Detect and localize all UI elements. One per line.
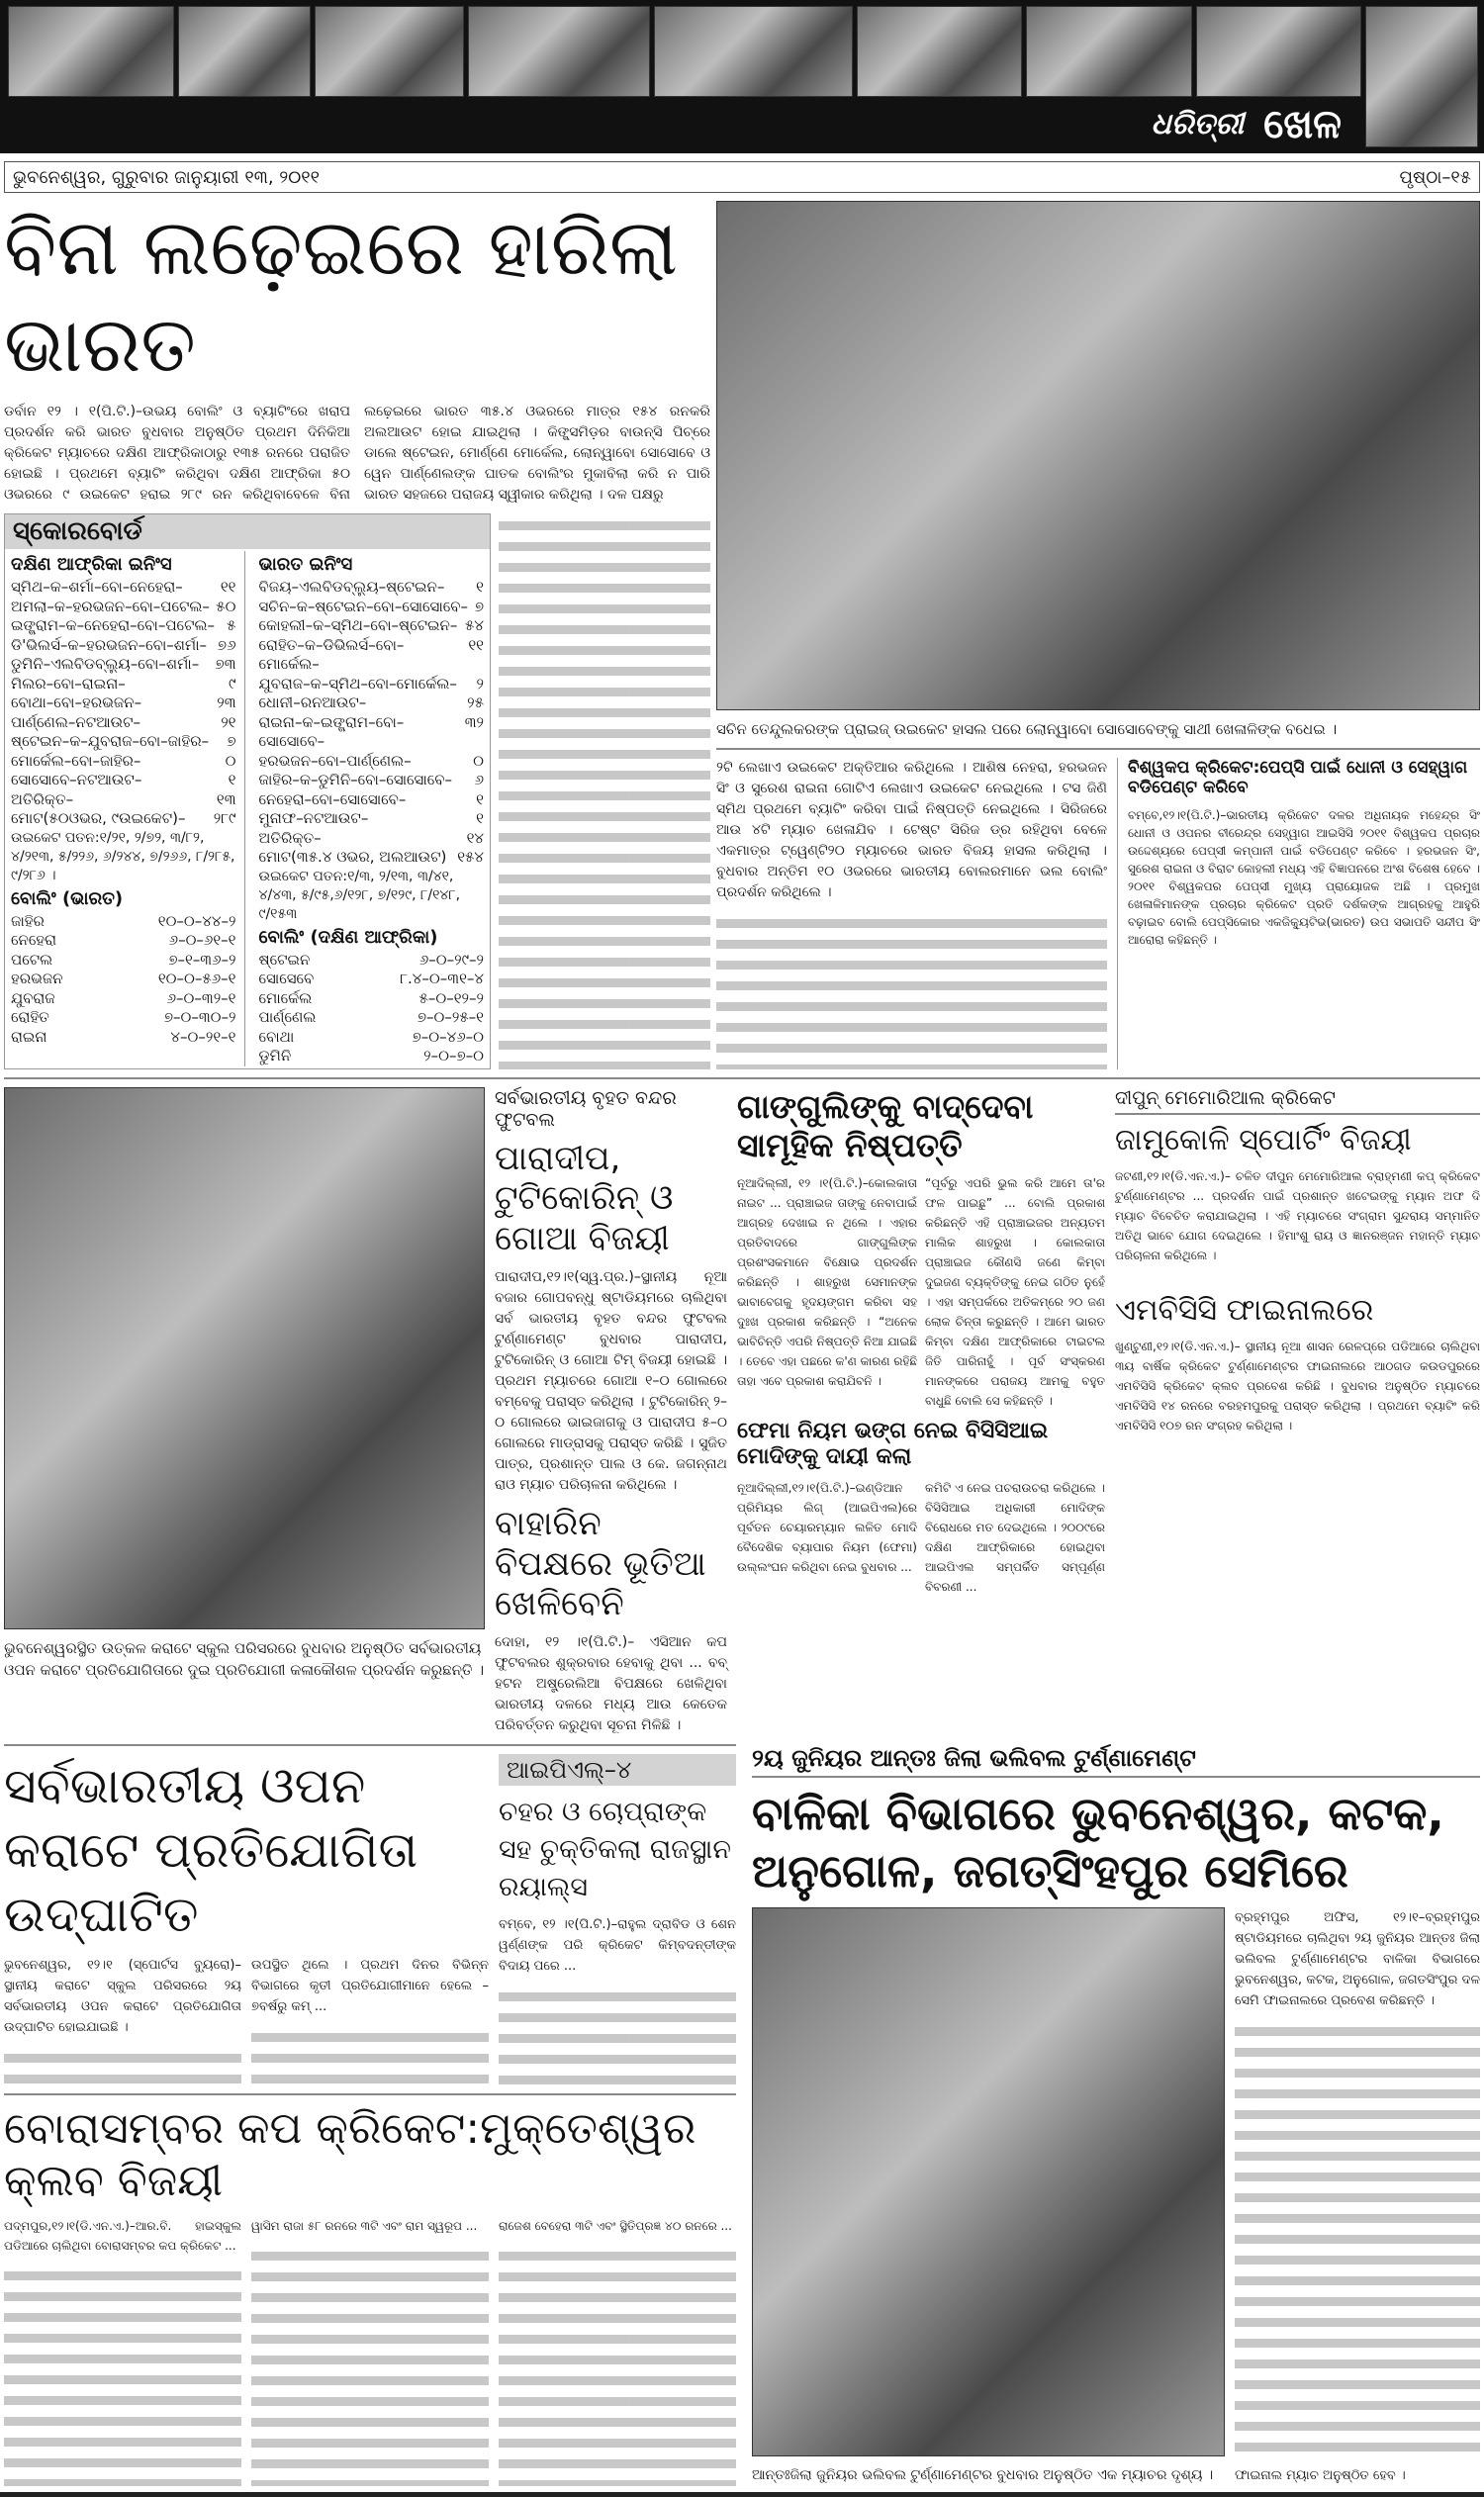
mbcc-headline: ଏମବିସିସି ଫାଇନାଲରେ (1115, 1292, 1374, 1328)
score-row (11, 1008, 236, 1028)
date: ଭୁବନେଶ୍ୱର, ଗୁରୁବାର ଜାନୁୟାରୀ ୧୩, ୨୦୧୧ (13, 166, 321, 188)
score-label: ମୋଟ(୫୦ଓଭର, ୯ଉଇକେଟ)– (11, 809, 186, 827)
score-value: ୭–୦–୩୦–୨ (163, 1008, 236, 1026)
karate-headline: ସର୍ବଭାରତୀୟ ଓପନ କରାଟେ ପ୍ରତିଯୋଗିତା ଉଦ୍‌ଘାଟିତ (4, 1757, 418, 1944)
score-label: ସଚିନ–କ–ଷ୍ଟେଇନ–ବୋ–ସୋସୋବେ– (258, 597, 469, 615)
karate-photo-caption: ଭୁବନେଶ୍ୱରସ୍ଥିତ ଉତ୍କଳ କରାଟେ ସ୍କୁଲ ପରିସରରେ ବୁଧବାର ଅନୁଷ୍ଠିତ ସର୍ବଭାରତୀୟ ଓପନ କରାଟେ ପ୍ରତିଯୋଗିତାରେ ଦୁଇ ପ୍ରତିଯୋଗୀ କଳାକୌଶଳ ପ୍ରଦର୍ଶନ କରୁଛନ୍ତି । (4, 1638, 485, 1679)
score-value: ୨୧ (221, 712, 236, 731)
divider (4, 2093, 736, 2095)
borasambar-text-3 (499, 2244, 736, 2486)
volleyball-body: ବ୍ରହ୍ମପୁର ଅଫିସ, ୧୨।୧–ବ୍ରହ୍ମପୁର ଷ୍ଟାଡିୟମରେ ଚାଲିଥିବା ୨ୟ ଜୁନିୟର ଆନ୍ତଃ ଜିଲା ଭଲିବଲ ଟୁର୍ଣ୍ଣାମେଣ୍ଟର ବାଳିକା ବିଭାଗରେ ଭୁବନେଶ୍ୱର, କଟକ, ଅନୁଗୋଳ, ଜଗତସିଂପୁର ଦଳ ସେମି ଫାଇନାଲରେ ପ୍ରବେଶ କରିଛନ୍ତି । (1235, 1910, 1480, 2009)
score-label: ହରଭଜନ (11, 970, 63, 987)
ipl-headline: ଚହର ଓ ଚୋପ୍ରାଙ୍କ ସହ ଚୁକ୍ତିକଲା ରାଜସ୍ଥାନ ରୟାଲ୍ସ (499, 1797, 731, 1902)
lead-body-continued (499, 513, 710, 1069)
lead-photo-caption: ସଚିନ ତେନ୍ଦୁଲକରଙ୍କ ପ୍ରାଇଜ୍ ଉଇକେଟ ହାସଲ ପରେ ଲୋନ୍‌ୱାବୋ ସୋସୋବେଙ୍କୁ ସାଥୀ ଖେଳାଳିଙ୍କ ବଧେଇ । (716, 720, 1338, 738)
score-label: ଧୋନୀ–ରନଆଉଟ– (258, 694, 367, 711)
score-value: ୭ (474, 597, 484, 615)
score-value: ୦ (473, 751, 484, 770)
score-value: ୧ (476, 578, 484, 596)
volleyball-photo (752, 1907, 1225, 2456)
score-row (11, 809, 236, 829)
swimming-photo (1026, 6, 1192, 97)
score-row (11, 616, 236, 636)
score-row (259, 970, 485, 989)
score-row (259, 694, 485, 713)
fema-body: ନୂଆଦିଲ୍ଲୀ,୧୨।୧(ପି.ଟି.)–ଇଣ୍ଡିଆନ ପ୍ରିମିୟର ଲିଗ୍ (ଆଇପିଏଲ)ରେ ପୂର୍ବତନ ଚେୟାରମ୍ୟାନ ଲଳିତ ମୋଦି ବୈଦେଶିକ ବ୍ୟାପାର ନିୟମ (ଫେମା) ଉଲ୍ଲଂଘନ କରିଥିବା ନେଇ ବୁଧବାର ... (737, 1481, 917, 1575)
score-value: ୩୨ (464, 712, 484, 731)
bottom-border (0, 2492, 1484, 2497)
score-row (259, 636, 485, 675)
ind-innings-title: ଭାରତ ଇନିଂସ (258, 554, 353, 575)
score-value: ୯ (229, 674, 236, 693)
page-number: ପୃଷ୍ଠା–୧୫ (1399, 166, 1471, 188)
volleyball-photo-caption: ଆନ୍ତଃଜିଲା ଜୁନିୟର ଭଲିବଲ ଟୁର୍ଣ୍ଣାମେଣ୍ଟର ବୁଧବାର ଅନୁଷ୍ଠିତ ଏକ ମ୍ୟାଚର ଦୃଶ୍ୟ । (752, 2467, 1214, 2484)
cricket-photo (468, 6, 650, 97)
score-value: ୨ (476, 674, 484, 693)
scoreboard-title: ସ୍କୋରବୋର୍ଡ (5, 514, 490, 549)
score-label: ଜାହିର–କ–ଡୁମିନି–ବୋ–ସୋସୋବେ– (258, 771, 452, 788)
score-value: ୧୦–୦–୫୬–୧ (157, 970, 236, 987)
karate-body-2: ଉପସ୍ଥିତ ଥିଲେ । ପ୍ରଥମ ଦିନର ବିଭିନ୍ନ ବିଭାଗରେ କୃତୀ ପ୍ରତିଯୋଗୀମାନେ ହେଲେ – ୭ବର୍ଷରୁ କମ୍ ... (251, 1958, 489, 2015)
score-label: ପାର୍ଣ୍ଣେଲ–ନଟଆଉଟ– (11, 712, 141, 731)
score-value: ୨୫ (467, 694, 484, 711)
score-value: ୨୮୯ (213, 809, 236, 827)
score-row (259, 1008, 485, 1028)
score-label: ସ୍ମିଥ–କ–ଶର୍ମା–ବୋ–ନେହେରା– (11, 578, 183, 596)
score-row (11, 713, 236, 733)
score-label: ଅମଲା–କ–ହରଭଜନ–ବୋ–ପଟେଲ– (11, 597, 210, 615)
score-row (259, 989, 485, 1009)
section-title: ଖେଳ (1263, 101, 1342, 147)
score-value: ୬–୦–୬୧–୧ (168, 931, 236, 949)
score-row (11, 912, 236, 932)
score-label: ମୁନାଫ–ନଟଆଉଟ– (258, 809, 369, 827)
score-row (11, 771, 236, 790)
score-label: ଡୁମିନି–ଏଲବିଡବ୍ଲ୍ୟୁ–ବୋ–ଶର୍ମା– (11, 655, 200, 673)
ganguly-body-2: “ପୂର୍ବରୁ ଏପରି ଭୁଲ କରି ଆମେ ତା'ର ଫଳ ପାଇଛୁ” ... ବୋଲି ପ୍ରକାଶ କରିଛନ୍ତି ଏହି ପ୍ରାଞ୍ଚାଇଜର ଅନ୍ୟତମ ମାଲିକ ଶାହରୁଖ । କୋଲକାତା ପ୍ରାଞ୍ଚାଇଜ କୌଣସି ଜଣେ କିମ୍ବା ଦୁଇଜଣ ବ୍ୟକ୍ତିଙ୍କୁ ନେଇ ଗଠିତ ନୁହେଁ । ଏହା ସମ୍ପର୍କରେ ଅତିକମ୍‌ରେ ୨୦ ଜଣ ଲୋକ ଚିନ୍ତା କରୁଛନ୍ତି । ଆମେ ଭାରତ କିମ୍ବା ଦକ୍ଷିଣ ଆଫ୍ରିକାରେ ଟାଇଟଲ ଜିତି ପାରିନାହୁଁ । ପୂର୍ବ ସଂସ୍କରଣ ମାନଙ୍କରେ ପରାଜୟ ଆମକୁ ବହୁତ ବାଧୁଛି ବୋଲି ସେ କହିଛନ୍ତି । (925, 1175, 1105, 1408)
score-row (259, 951, 485, 971)
score-row (259, 1028, 485, 1048)
karate-body: ଭୁବନେଶ୍ୱର, ୧୨।୧ (ସ୍ପୋର୍ଟସ ବ୍ୟୁରୋ)– ସ୍ଥାନୀୟ କରାଟେ ସ୍କୁଲ ପରିସରରେ ୨ୟ ସର୍ବଭାରତୀୟ ଓପନ କରାଟେ ପ୍ରତିଯୋଗିତା ଉଦ୍‌ଘାଟିତ ହୋଇଯାଇଛି । (4, 1958, 241, 2036)
fema-headline: ଫେମା ନିୟମ ଭଙ୍ଗ ନେଇ ବିସିସିଆଇ ମୋଦିଙ୍କୁ ଦାୟୀ କଲା (737, 1418, 1049, 1470)
score-label: ବିଜୟ–ଏଲବିଡବ୍ଲ୍ୟୁ–ଷ୍ଟେଇନ– (258, 578, 445, 596)
score-value: ୮.୪–୦–୩୧–୪ (400, 970, 484, 987)
score-value: ୦ (225, 751, 236, 770)
ipl-body-text (499, 1985, 736, 2086)
tennis-photo (315, 6, 464, 97)
score-label: ଯୁବରାଜ (11, 988, 55, 1007)
equestrian-photo (654, 6, 853, 97)
score-row (11, 732, 236, 752)
bahrain-headline: ବାହାରିନ ବିପକ୍ଷରେ ଭୂତିଆ ଖେଳିବେନି (495, 1503, 706, 1624)
dipun-headline: ଜାମୁକୋଳି ସ୍ପୋର୍ଟିଂ ବିଜୟୀ (1115, 1122, 1412, 1157)
sa-bowling-title: ବୋଲିଂ (ଦକ୍ଷିଣ ଆଫ୍ରିକା) (258, 926, 438, 948)
photo-strip (8, 6, 1361, 97)
bahrain-body: ଦୋହା, ୧୨ ।୧(ପି.ଟି.)– ଏସିଆନ କପ ଫୁଟବଲର ଶୁକ୍ରବାର ହେବାକୁ ଥିବା ... ବବ୍ ହଟନ ଅଷ୍ଟ୍ରେଲିଆ ବିପକ୍ଷରେ ଖେଳିଥିବା ଭାରତୀୟ ଦଳରେ ମଧ୍ୟ ଆଉ କେତେକ ପରିବର୍ତ୍ତନ କରୁଥିବା ସୂଚନା ମିଳିଛି । (495, 1634, 727, 1734)
score-value: ୫୪ (465, 616, 484, 634)
score-row (11, 951, 236, 971)
score-row (259, 675, 485, 694)
score-label: ସୋସେବେ (258, 970, 315, 987)
divider (716, 748, 1480, 750)
volleyball-tail: ଫାଇନାଲ ମ୍ୟାଚ ଅନୁଷ୍ଠିତ ହେବ । (1235, 2468, 1406, 2484)
score-label: ବୋଥା–ବୋ–ହରଭଜନ– (11, 694, 142, 711)
karate-photo (4, 1087, 485, 1629)
score-value: ୨୩ (217, 694, 236, 711)
score-label: ଅତିରିକ୍ତ– (11, 789, 74, 808)
ind-fall-of-wickets: ଉଇକେଟ ପତନ:୧/୩, ୨/୧୩, ୩/୪୧, ୪/୪୩, ୫/୯୫,୬/୧୨୮, ୭/୧୨୯, ୮/୧୪୮, ୯/୧୫୩ (258, 868, 461, 922)
celebration-photo (716, 201, 1480, 710)
football-photo (178, 6, 311, 97)
score-value: ୪–୦–୨୧–୧ (170, 1027, 236, 1046)
dipun-kicker: ଦୀପୁନ୍ ମେମୋରିଆଲ କ୍ରିକେଟ (1115, 1087, 1480, 1115)
score-row (259, 598, 485, 617)
football-headline: ପାରାଦୀପ, ଟୁଟିକୋରିନ୍ ଓ ଗୋଆ ବିଜୟୀ (495, 1138, 674, 1259)
borasambar-headline: ବୋରାସମ୍ବର କପ କ୍ରିକେଟ:ମୁକ୍ତେଶ୍ୱର କ୍ଲବ ବିଜୟୀ (4, 2103, 696, 2207)
score-value: ୧ (476, 789, 484, 808)
score-label: ଇଙ୍ଗ୍ରାମ–କ–ନେହେରା–ବୋ–ପଟେଲ– (11, 616, 216, 634)
football-body: ପାରାଦୀପ,୧୨।୧(ସ୍ୱ.ପ୍ର.)–ସ୍ଥାନୀୟ ନୂଆ ବଜାର ଗୋପବନ୍ଧୁ ଷ୍ଟାଡିୟମରେ ଚାଲିଥିବା ସର୍ବ ଭାରତୀୟ ବୃହତ ବନ୍ଦର ଫୁଟବଲ ଟୁର୍ଣ୍ଣାମେଣ୍ଟ ବୁଧବାର ପାରାଦୀପ, ଟୁଟିକୋରିନ୍ ଓ ଗୋଆ ଟିମ୍ ବିଜୟୀ ହୋଇଛି । ପ୍ରଥମ ମ୍ୟାଚରେ ଗୋଆ ୧–୦ ଗୋଲରେ ବମ୍ବେକୁ ପରାସ୍ତ କରିଥିଲା । ଟୁଟିକୋରିନ୍ ୨–୦ ଗୋଲରେ ଭାଇଜାଗକୁ ଓ ପାରାଦୀପ ୫–୦ ଗୋଲରେ ମାଡ୍ରାସକୁ ପରାସ୍ତ କରିଛି । ସୁଜିତ ପାତ୍ର, ପ୍ରଶାନ୍ତ ପାଲ ଓ କେ. ଜଗନ୍ନାଥ ରାଓ ମ୍ୟାଚ ପରିଚାଳନା କରିଥିଲେ । (495, 1268, 727, 1493)
football-kicker: ସର୍ବଭାରତୀୟ ବୃହତ ବନ୍ଦର ଫୁଟବଲ (495, 1086, 677, 1131)
score-label: ପାର୍ଣ୍ଣେଲ (258, 1008, 317, 1026)
cricketer-photo (1365, 6, 1478, 147)
score-row (11, 752, 236, 772)
score-label: ଷ୍ଟେଇନ (258, 950, 311, 969)
score-label: ଷ୍ଟେଇନ–କ–ଯୁବରାଜ–ବୋ–ଜାହିର– (11, 732, 210, 750)
karate-body-text (4, 2046, 241, 2085)
score-label: ରାଇନା–କ–ଇଙ୍ଗ୍ରାମ–ବୋ–ସୋସୋବେ– (258, 712, 405, 750)
score-row (259, 616, 485, 636)
score-label: ମିଲର–ବୋ–ରାଇନା– (11, 674, 126, 693)
ganguly-body: ନୂଆଦିଲ୍ଲୀ, ୧୨ ।୧(ପି.ଟି.)–କୋଲକାତା ନାଇଟ ... ପ୍ରାଞ୍ଚାଇଜ ତାଙ୍କୁ ନେବାପାଇଁ ଆଗ୍ରହ ଦେଖାଇ ନ ଥିଲେ । ଏହାର ପ୍ରତିବାଦରେ ଗାଙ୍ଗୁଲିଙ୍କ ପ୍ରଶଂସକମାନେ ବିକ୍ଷୋଭ ପ୍ରଦର୍ଶନ କରିଛନ୍ତି । ଶାହରୁଖ ସେମାନଙ୍କ ଭାବାବେଗକୁ ହୃଦୟଙ୍ଗମ କରିବା ସହ ଦୁଃଖ ପ୍ରକାଶ କରିଛନ୍ତି । “ଅନେକ ଭାବିଚିନ୍ତି ଏପରି ନିଷ୍ପତ୍ତି ନିଆ ଯାଇଛି । ତେବେ ଏହା ପଛରେ କ'ଣ କାରଣ ରହିଛି ତାହା ଏବେ ପ୍ରକାଶ କରାଯିବନି । (737, 1175, 917, 1388)
lead-body: ଡର୍ବାନ ୧୨ । ୧(ପି.ଟି.)–ଉଭୟ ବୋଲିଂ ଓ ବ୍ୟାଟିଂରେ ଖରାପ ପ୍ରଦର୍ଶନ କରି ଭାରତ ବୁଧବାର ଅନୁଷ୍ଠିତ ପ୍ରଥମ ଦିନିକିଆ କ୍ରିକେଟ ମ୍ୟାଚରେ ଦକ୍ଷିଣ ଆଫ୍ରିକାଠାରୁ ୧୩୫ ରନରେ ପରାଜିତ ହୋଇଛି । ପ୍ରଥମେ ବ୍ୟାଟିଂ କରିଥିବା ଦକ୍ଷିଣ ଆଫ୍ରିକା ୫୦ ଓଭରରେ ୯ ଉଇକେଟ ହରାଇ ୨୮୯ ରନ କରିଥିବାବେଳେ ବିନା ଲଢ଼େଇରେ ଭାରତ ୩୫.୪ ଓଭରରେ ମାତ୍ର ୧୫୪ ରନକରି ଅଲଆଉଟ ହୋଇ ଯାଇଥିଲା । କିଙ୍ଗ୍ସମିଡ଼ର ବାଉନ୍ସି ପିଚ୍‌ରେ ଡାଲେ ଷ୍ଟେଇନ, ମୋର୍ଣ୍ଣେ ମୋର୍କେଲ, ଲୋନ୍‌ୱାବୋ ସୋସୋବେ ଓ ୱେନ ପାର୍ଣ୍ଣେଲଙ୍କ ଘାତକ ବୋଲିଂର ମୁକାବିଲା କରି ନ ପାରି ଭାରତ ସହଜରେ ପରାଜୟ ସ୍ୱୀକାର କରିଥିଲା । ଦଳ ପକ୍ଷରୁ (4, 404, 710, 503)
divider (4, 1744, 736, 1746)
score-value: ୧ (228, 771, 236, 788)
score-label: ମୋର୍କେଲ–ବୋ–ଜାହିର– (11, 751, 141, 770)
score-value: ୫ (227, 616, 236, 634)
score-value: ୭–୦–୪୬–୦ (412, 1027, 484, 1046)
score-row (11, 989, 236, 1009)
dipun-body: ଜଟଣୀ,୧୨।୧(ଡି.ଏନ.ଏ.)– ଚଳିତ ଦୀପୁନ ମେମୋରିଆଲ ବ୍ରାହ୍ମଣୀ କପ୍ କ୍ରିକେଟ ଟୁର୍ଣ୍ଣାମେଣ୍ଟର ... ପ୍ରଦର୍ଶନ ପାଇଁ ପ୍ରଶାନ୍ତ ଖଟେଇଙ୍କୁ ମ୍ୟାନ ଅଫ ଦି ମ୍ୟାଚ ବିବେଚିତ କରାଯାଇଥିଲା । ଏହି ମ୍ୟାଚରେ ସଂଗ୍ରାମ ସୁନ୍ଦରାୟ ସମ୍ମାନିତ ଅତିଥି ଭାବେ ଯୋଗ ଦେଇଥିଲେ । ହିମାଂଶୁ ରାୟ ଓ ଜ୍ଞାନରଞ୍ଜନ ମହାନ୍ତି ମ୍ୟାଚ ପରିଚାଳନା କରିଥିଲେ । (1115, 1168, 1480, 1262)
score-value: ୧ (476, 809, 484, 827)
score-label: ନେହେରା–ବୋ–ସୋସୋବେ– (258, 789, 407, 808)
score-value: ୧୦–୦–୪୪–୨ (157, 911, 236, 930)
score-row (259, 771, 485, 790)
score-value: ୭୩ (215, 655, 236, 673)
score-row (11, 598, 236, 617)
score-value: ୭–୦–୨୫–୧ (417, 1008, 484, 1026)
ipl-body: ବମ୍ବେ, ୧୨ ।୧(ପି.ଟି.)–ରାହୁଲ ଦ୍ରାବିଡ ଓ ଶେନ ୱର୍ଣ୍ଣଙ୍କ ପରି କ୍ରିକେଟ କିମ୍ବଦନ୍ତୀଙ୍କ ବିଦାୟ ପରେ ... (499, 1916, 736, 1974)
score-row (259, 1047, 485, 1066)
score-row (11, 578, 236, 598)
score-row (11, 655, 236, 675)
borasambar-body-3: ରାଜେଶ ବେହେରା ୩ଟି ଏବଂ ସ୍ଥିତିପ୍ରଜ୍ଞ ୪୦ ରନରେ ... (499, 2218, 732, 2233)
score-row (259, 713, 485, 752)
pepsi-body: ବମ୍ବେ,୧୨।୧(ପି.ଟି.)–ଭାରତୀୟ କ୍ରିକେଟ ଦଳର ଅଧିନାୟକ ମହେନ୍ଦ୍ର ସିଂ ଧୋନୀ ଓ ଓପନର ବୀରେନ୍ଦ୍ର ସେହ୍ୱାଗ ଆଇସିସି ୨୦୧୧ ବିଶ୍ୱକପ ପ୍ରଚାର ଉଦ୍ଦେଶ୍ୟରେ ପେପ୍‌ସୀ କମ୍ପାନୀ ପାଇଁ ବଡିପେଣ୍ଟ କରିବେ । ହରଭଜନ ସିଂ, ସୁରେଶ ରାଇନା ଓ ବିରାଟ କୋହଲୀ ମଧ୍ୟ ଏହି ବିଜ୍ଞାପନରେ ଅଂଶ ବିଶେଷ ହେବେ । ୨୦୧୧ ବିଶ୍ୱକପର ପେପ୍‌ସୀ ମୁଖ୍ୟ ପ୍ରାୟୋଜକ ଅଛି । ପ୍ରମୁଖ ଖେଳାଳିମାନଙ୍କ ପ୍ରଚାର କ୍ରିକେଟ ପ୍ରତି ଦର୍ଶକଙ୍କ ଆଗ୍ରହକୁ ଆହୁରି ବଢ଼ାଇବ ବୋଲି ପେପ୍‌ସିକୋର ଏକଜିକ୍ୟୁଟିଭ(ଭାରତ) ଉପ ସଭାପତି ସନ୍ଦୀପ ସିଂ ଆରୋରା କହିଛନ୍ତି । (1128, 807, 1480, 947)
score-value: ୫୦ (216, 597, 236, 615)
score-row (11, 1028, 236, 1048)
score-value: ୭ (227, 732, 236, 750)
score-value: ୧୪ (466, 828, 484, 847)
score-row (259, 829, 485, 849)
score-label: ପଟେଲ (11, 950, 53, 969)
score-row (11, 970, 236, 989)
score-label: ମୋଟ(୩୫.୪ ଓଭର, ଅଲଆଉଟ) (258, 848, 447, 866)
score-row (11, 636, 236, 656)
borasambar-text-2 (251, 2244, 489, 2486)
score-value: ୫–୦–୧୨–୨ (418, 988, 484, 1007)
score-label: ରାଇନା (11, 1027, 47, 1046)
volleyball-kicker: ୨ୟ ଜୁନିୟର ଆନ୍ତଃ ଜିଲା ଭଲିବଲ ଟୁର୍ଣ୍ଣାମେଣ୍ଟ (752, 1744, 1480, 1778)
score-row (259, 790, 485, 810)
ipl-label: ଆଇପିଏଲ୍–୪ (499, 1754, 736, 1786)
score-label: ବୋଥା (258, 1027, 295, 1046)
score-label: ରୋହିତ (11, 1008, 49, 1026)
score-value: ୬–୦–୩୨–୧ (166, 988, 236, 1007)
score-label: ଅତିରିକ୍ତ– (258, 828, 322, 847)
score-value: ୨–୦–୭–୦ (423, 1047, 484, 1064)
ind-bowling-title: ବୋଲିଂ (ଭାରତ) (11, 887, 124, 909)
pepsi-headline: ବିଶ୍ୱକପ କ୍ରିକେଟ:ପେପ୍‌ସି ପାଇଁ ଧୋନୀ ଓ ସେହ୍ୱାଗ ବଡିପେଣ୍ଟ କରିବେ (1128, 758, 1468, 798)
score-label: ରୋହିତ–କ–ଡିଭିଲର୍ସ–ବୋ–ମୋର୍କେଲ– (258, 635, 405, 673)
score-label: ସୋସୋବେ–ନଟଆଉଟ– (11, 771, 142, 788)
lead-body-continued-2 (716, 911, 1107, 1069)
score-row (259, 809, 485, 829)
lead-headline: ବିନା ଲଢ଼େଇରେ ହାରିଲା ଭାରତ (4, 204, 679, 390)
mbcc-body: ଖୁଣ୍ଟୁଣୀ,୧୨।୧(ଡି.ଏନ.ଏ.)– ସ୍ଥାନୀୟ ନୂଆ ଶାସନ ରେଳପ୍ରେ ପଡିଆରେ ଚାଲିଥିବା ୩ୟ ବାର୍ଷିକ କ୍ରିକେଟ ଟୁର୍ଣ୍ଣାମେଣ୍ଟର ଫାଇନାଲରେ ଆଠଗଡ କଉଡପୁରରେ ଏମବିସିସି କ୍ରିକେଟ କ୍ଲବ ପ୍ରବେଶ କରିଛି । ବୁଧବାର ଅନୁଷ୍ଠିତ ମ୍ୟାଚରେ ଏମବିସିସି ୧୪ ରନରେ ବରହମପୁରକୁ ପରାସ୍ତ କରିଥିଲା । ପ୍ରଥମେ ବ୍ୟାଟିଂ କରି ଏମବିସିସି ୧୦୭ ରନ ସଂଗ୍ରହ କରିଥିଲା । (1115, 1339, 1480, 1433)
volleyball-body-text (1235, 2019, 1480, 2457)
score-label: ଡି'ଭିଲର୍ସ–କ–ହରଭଜନ–ବୋ–ଶର୍ମା– (11, 635, 208, 654)
volleyball-headline: ବାଳିକା ବିଭାଗରେ ଭୁବନେଶ୍ୱର, କଟକ, ଅନୁଗୋଳ, ଜଗତ୍‌ସିଂହପୁର ସେମିରେ (752, 1787, 1444, 1897)
score-label: ଡୁମିନି (258, 1047, 292, 1064)
score-value: ୧୩ (216, 789, 236, 808)
score-value: ୧୫୪ (457, 848, 484, 866)
score-value: ୬–୦–୨୯–୨ (418, 950, 484, 969)
borasambar-text (4, 2264, 241, 2486)
score-value: ୭୬ (217, 635, 236, 654)
score-row (11, 675, 236, 694)
wrestling-photo (8, 6, 174, 97)
score-label: ଜାହିର (11, 911, 45, 930)
sa-innings-title: ଦକ୍ଷିଣ ଆଫ୍ରିକା ଇନିଂସ (11, 554, 172, 575)
score-label: ଯୁବରାଜ–କ–ସ୍ମିଥ–ବୋ–ମୋର୍କେଲ– (258, 674, 457, 693)
divider (4, 1077, 1480, 1079)
score-value: ୧୧ (220, 578, 236, 596)
hockey-photo (857, 6, 1023, 97)
ganguly-headline: ଗାଙ୍ଗୁଲିଙ୍କୁ ବାଦ୍‌ଦେବା ସାମୂହିକ ନିଷ୍ପତ୍ତି (737, 1086, 1034, 1165)
score-label: ମୋର୍କେଲ (258, 988, 313, 1007)
table-tennis-photo (1196, 6, 1362, 97)
score-row (11, 694, 236, 713)
score-label: ନେହେରା (11, 931, 57, 949)
borasambar-body-2: ୱାସିମ ରାଜା ୫୮ ରନରେ ୩ଟି ଏବଂ ରାମ ସ୍ୱରୂପ ... (251, 2218, 478, 2233)
paper-logo: ଧରିତ୍ରୀ (1151, 107, 1245, 141)
lead-body-more: ୨ଟି ଲେଖାଏ ଉଇକେଟ ଅକ୍ତିଆର କରିଥିଲେ । ଆଶିଷ ନେହରା, ହରଭଜନ ସିଂ ଓ ସୁରେଶ ରାଇନା ଗୋଟିଏ ଲେଖାଏ ଉଇକେଟ ନେଇଥିଲେ । ଟସ ଜିଣି ସ୍ମିଥ ପ୍ରଥମେ ବ୍ୟାଟିଂ କରିବା ପାଇଁ ନିଷ୍ପତ୍ତି ନେଇଥିଲେ । ସିରିଜରେ ଆଉ ୪ଟି ମ୍ୟାଚ ଖେଳାଯିବ । ଟେଷ୍ଟ ସିରିଜ ଡ୍ର ରହିଥିବା ବେଳେ ଏକମାତ୍ର ଟ୍ୱେଣ୍ଟି୨୦ ମ୍ୟାଚରେ ଭାରତ ବିଜୟ ହାସଲ କରିଥିଲା । ବୁଧବାର ଅନ୍ତିମ ୧୦ ଓଭରରେ ଭାରତୀୟ ବୋଲରମାନେ ଭଲ ବୋଲିଂ ପ୍ରଦର୍ଶନ କରିଥିଲେ । (716, 760, 1107, 900)
score-row (259, 752, 485, 772)
score-value: ୬ (474, 771, 484, 788)
score-label: କୋହଲୀ–କ–ସ୍ମିଥ–ବୋ–ଷ୍ଟେଇନ– (258, 616, 458, 634)
fema-body-2: କମିଟି ଏ ନେଇ ପଚରାଉଚରା କରିଥିଲେ । ବିସିସିଆଇ ଅଧିକାରୀ ମୋଦିଙ୍କ ବିରୋଧରେ ମତ ଦେଇଥିଲେ । ୨୦୦୯ରେ ଦକ୍ଷିଣ ଆଫ୍ରିକାରେ ହୋଇଥିବା ଆଇପିଏଲ ସମ୍ପର୍କିତ ସମ୍ପୂର୍ଣ୍ଣ ବିବରଣୀ ... (925, 1481, 1105, 1595)
score-row (259, 848, 485, 868)
masthead (0, 0, 1484, 153)
dateline-bar (4, 161, 1480, 193)
score-row (11, 931, 236, 951)
score-row (11, 790, 236, 810)
karate-body-text-2 (251, 2025, 489, 2085)
sa-fall-of-wickets: ଉଇକେଟ ପତନ:୧/୨୧, ୨/୭୨, ୩/୮୨, ୪/୨୧୩, ୫/୨୨୬, ୬/୨୪୪, ୭/୨୬୬, ୮/୨୮୫, ୯/୨୮୬ । (11, 829, 235, 883)
scoreboard (4, 513, 491, 1069)
score-value: ୭–୧–୩୬–୨ (168, 950, 236, 969)
score-value: ୧୧ (468, 635, 484, 654)
score-row (259, 578, 485, 598)
score-label: ହରଭଜନ–ବୋ–ପାର୍ଣ୍ଣେଲ– (258, 751, 412, 770)
borasambar-body: ପଦ୍ମପୁର,୧୨।୧(ଡି.ଏନ.ଏ.)–ଆର.ବି. ହାଇସ୍କୁଲ ପଡିଆରେ ଚାଲିଥିବା ବୋରାସମ୍ବର କପ କ୍ରିକେଟ ... (4, 2218, 241, 2253)
